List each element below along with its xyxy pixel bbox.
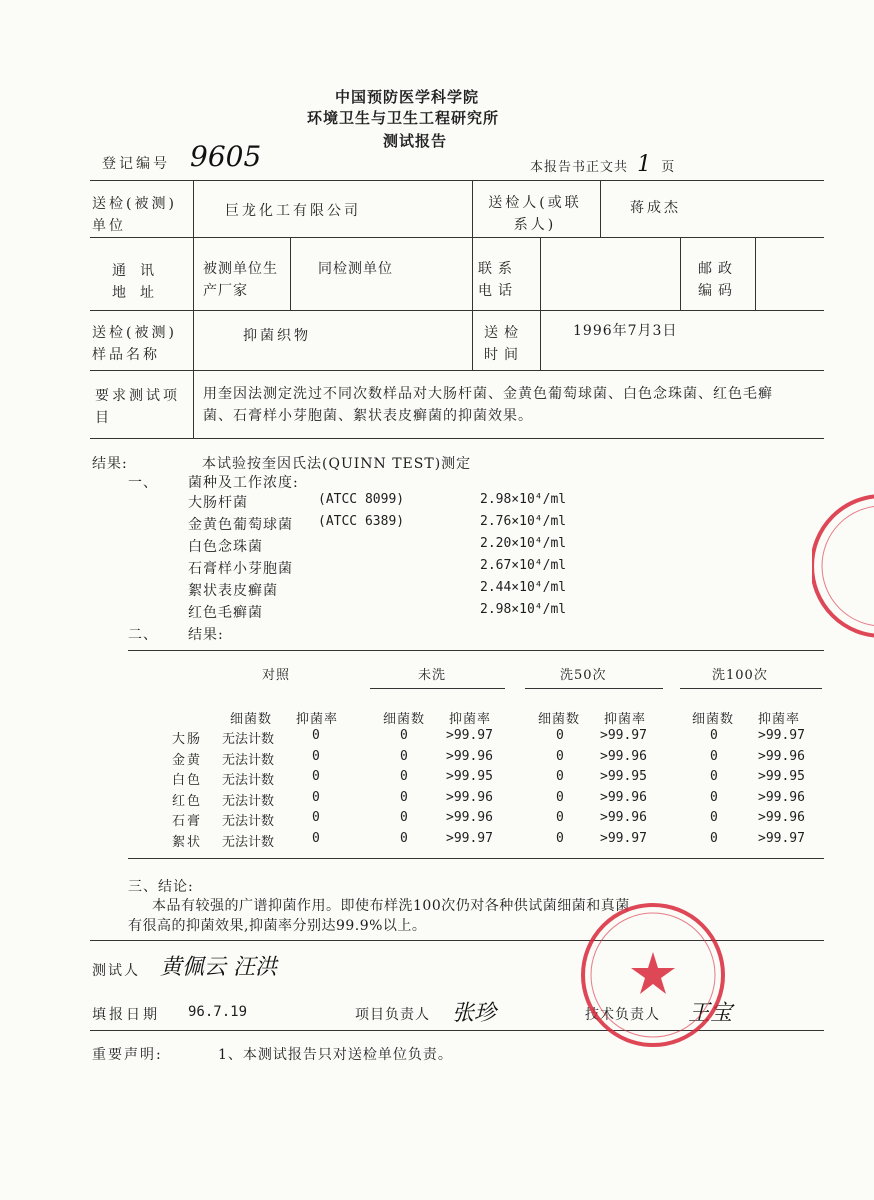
strain-name: 红色毛癣菌 [188, 605, 263, 621]
table-cell: >99.96 [446, 789, 493, 805]
contact-label: 送检人(或联系人) [488, 195, 582, 233]
contact-value: 蒋成杰 [630, 200, 681, 216]
tester-signature: 黄佩云 汪洪 [160, 955, 277, 980]
strain-concentration: 2.20×10⁴/ml [480, 536, 567, 551]
strain-atcc: (ATCC 8099) [318, 492, 405, 507]
table-cell: 0 [556, 769, 564, 784]
table-cell: >99.96 [758, 789, 805, 805]
section1-title: 菌种及工作浓度: [188, 475, 299, 491]
section2-title: 结果: [188, 627, 224, 643]
table-cell: 0 [556, 789, 564, 805]
table-cell: 0 [710, 789, 718, 805]
group-header: 对照 [262, 668, 291, 683]
table-cell: 0 [312, 830, 320, 846]
table-cell: 无法计数 [222, 814, 275, 829]
table-cell: 0 [710, 810, 718, 825]
subheader-count: 细菌数 [692, 712, 735, 727]
results-intro: 本试验按奎因氏法(QUINN TEST)测定 [202, 456, 472, 472]
table-cell: >99.95 [758, 769, 805, 784]
requirement-label: 要求测试项目 [95, 388, 180, 426]
notice-label: 重要声明: [92, 1047, 163, 1063]
table-cell: 0 [556, 728, 564, 743]
table-cell: 无法计数 [222, 732, 275, 747]
table-cell: 0 [312, 810, 320, 825]
official-seal-stamp [578, 900, 728, 1050]
strain-name: 大肠杆菌 [188, 495, 248, 511]
subheader-rate: 抑菌率 [604, 712, 647, 727]
table-cell: >99.97 [600, 830, 647, 846]
row-label: 白色 [172, 773, 203, 788]
project-lead-signature: 张珍 [452, 1001, 497, 1026]
conclusion-line2: 有很高的抑菌效果,抑菌率分别达99.9%以上。 [128, 918, 427, 934]
registration-label: 登记编号 [102, 156, 170, 172]
table-cell: 0 [400, 769, 408, 784]
table-cell: 0 [400, 728, 408, 743]
table-cell: 0 [710, 769, 718, 784]
table-cell: 0 [556, 830, 564, 846]
table-cell: 0 [400, 830, 408, 846]
table-cell: 0 [400, 748, 408, 764]
table-cell: 0 [312, 728, 320, 743]
page-count-prefix: 本报告书正文共 [530, 160, 629, 175]
table-cell: >99.96 [446, 748, 493, 764]
strain-concentration: 2.76×10⁴/ml [480, 514, 567, 529]
row-label: 絮状 [172, 834, 203, 850]
institute-subname: 环境卫生与卫生工程研究所 [307, 109, 500, 127]
fill-date-label: 填报日期 [92, 1007, 160, 1023]
requirement-value: 用奎因法测定洗过不同次数样品对大肠杆菌、金黄色葡萄球菌、白色念珠菌、红色毛癣菌、石膏样小芽胞菌、絮状表皮癣菌的抑菌效果。 [203, 386, 773, 424]
table-cell: 0 [710, 830, 718, 846]
group-header: 洗50次 [560, 668, 607, 683]
table-cell: 无法计数 [222, 773, 275, 788]
results-label: 结果: [92, 456, 128, 472]
subheader-count: 细菌数 [230, 712, 273, 727]
page-count-text [530, 152, 675, 177]
section1-number: 一、 [128, 475, 158, 491]
strain-name: 白色念珠菌 [188, 539, 263, 555]
page-count-suffix: 页 [661, 160, 676, 175]
table-cell: >99.97 [600, 728, 647, 743]
registration-number: 9605 [190, 140, 262, 173]
sender-unit-value: 巨龙化工有限公司 [225, 203, 361, 219]
table-cell: 0 [710, 748, 718, 764]
table-cell: 无法计数 [222, 834, 275, 850]
table-cell: >99.95 [600, 769, 647, 784]
strain-name: 金黄色葡萄球菌 [188, 517, 293, 533]
table-cell: 0 [400, 789, 408, 805]
institute-name: 中国预防医学科学院 [335, 88, 480, 106]
table-cell: 无法计数 [222, 752, 275, 768]
sample-label: 送检(被测)样品名称 [92, 325, 177, 363]
date-label: 送检时间 [484, 325, 524, 363]
page-count-number: 1 [637, 152, 653, 177]
strain-atcc: (ATCC 6389) [318, 514, 405, 529]
tester-label: 测试人 [92, 963, 140, 979]
table-cell: >99.96 [600, 810, 647, 825]
table-cell: >99.97 [758, 830, 805, 846]
report-title: 测试报告 [383, 132, 448, 150]
address-label: 通讯地址 [112, 263, 168, 301]
sample-value: 抑菌织物 [243, 328, 311, 344]
table-cell: >99.97 [446, 830, 493, 846]
table-cell: 0 [710, 728, 718, 743]
row-label: 大肠 [172, 732, 203, 747]
table-cell: >99.95 [446, 769, 493, 784]
fill-date-value: 96.7.19 [188, 1004, 248, 1020]
table-cell: >99.96 [758, 748, 805, 764]
sender-unit-label: 送检(被测)单位 [92, 196, 177, 234]
conclusion-line1: 本品有较强的广谱抑菌作用。即使布样洗100次仍对各种供试菌细菌和真菌 [152, 898, 630, 914]
row-label: 金黄 [172, 752, 203, 768]
section3-title: 三、结论: [128, 879, 194, 895]
table-cell: >99.96 [446, 810, 493, 825]
subheader-count: 细菌数 [538, 712, 581, 727]
subheader-rate: 抑菌率 [758, 712, 801, 727]
phone-label: 联系电话 [478, 261, 518, 299]
same-unit-value: 同检测单位 [318, 261, 393, 277]
section2-number: 二、 [128, 627, 158, 643]
date-value: 1996年7月3日 [573, 323, 678, 339]
official-seal-stamp [812, 486, 874, 646]
postcode-label: 邮政编码 [698, 261, 738, 299]
table-cell: 0 [312, 789, 320, 805]
notice-text: 1、本测试报告只对送检单位负责。 [218, 1047, 453, 1063]
table-cell: 0 [312, 748, 320, 764]
table-cell: >99.96 [600, 748, 647, 764]
group-header: 洗100次 [712, 668, 768, 683]
strain-name: 絮状表皮癣菌 [188, 583, 278, 599]
tech-lead-label: 技术负责人 [585, 1007, 660, 1023]
subheader-rate: 抑菌率 [296, 712, 339, 727]
strain-name: 石膏样小芽胞菌 [188, 561, 293, 577]
row-label: 红色 [172, 793, 203, 809]
table-cell: >99.96 [600, 789, 647, 805]
tested-unit-label: 被测单位生产厂家 [203, 261, 278, 299]
project-lead-label: 项目负责人 [355, 1007, 430, 1023]
table-cell: 0 [400, 810, 408, 825]
table-cell: 无法计数 [222, 793, 275, 809]
row-label: 石膏 [172, 814, 203, 829]
subheader-count: 细菌数 [383, 712, 426, 727]
table-cell: >99.97 [758, 728, 805, 743]
table-cell: >99.96 [758, 810, 805, 825]
strain-concentration: 2.44×10⁴/ml [480, 580, 567, 595]
table-cell: >99.97 [446, 728, 493, 743]
table-cell: 0 [556, 748, 564, 764]
table-cell: 0 [556, 810, 564, 825]
strain-concentration: 2.67×10⁴/ml [480, 558, 567, 573]
strain-concentration: 2.98×10⁴/ml [480, 492, 567, 507]
tech-lead-signature: 王宝 [688, 1001, 733, 1026]
strain-concentration: 2.98×10⁴/ml [480, 602, 567, 617]
group-header: 未洗 [418, 668, 447, 683]
table-cell: 0 [312, 769, 320, 784]
subheader-rate: 抑菌率 [449, 712, 492, 727]
